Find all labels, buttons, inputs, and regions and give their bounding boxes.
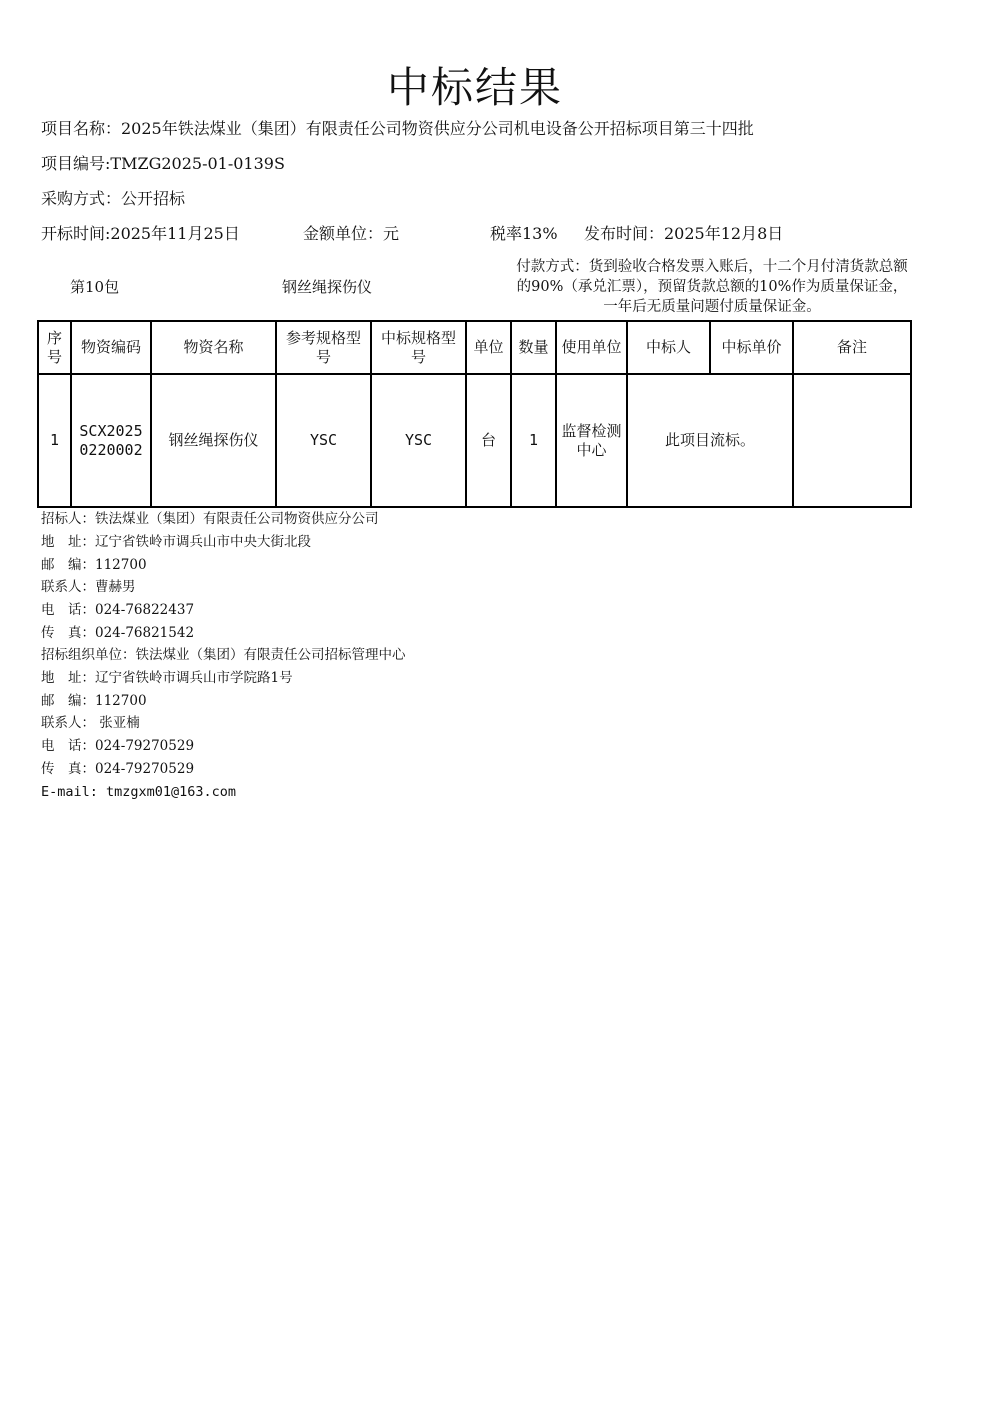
payment-terms: 付款方式：货到验收合格发票入账后，十二个月付清货款总额的90%（承兑汇票），预留货款总额的10%作为质量保证金，一年后无质量问题付质量保证金。 xyxy=(516,259,908,315)
agency-phone: 电 话：024-79270529 xyxy=(41,738,195,754)
tenderer-phone: 电 话：024-76822437 xyxy=(41,602,195,618)
col-header-qty: 数量 xyxy=(511,321,556,374)
cell-code: SCX20250220002 xyxy=(71,374,151,507)
cell-qty: 1 xyxy=(511,374,556,507)
project-number: 项目编号:TMZG2025-01-0139S xyxy=(41,154,285,173)
table-header-row xyxy=(38,321,911,374)
procurement-method: 采购方式：公开招标 xyxy=(41,189,186,208)
col-header-user-unit: 使用单位 xyxy=(556,321,627,374)
cell-result: 此项目流标。 xyxy=(627,374,793,507)
col-header-seq: 序号 xyxy=(38,321,71,374)
agency-fax: 传 真：024-79270529 xyxy=(41,761,195,777)
tenderer-fax: 传 真：024-76821542 xyxy=(41,625,195,641)
col-header-name: 物资名称 xyxy=(151,321,276,374)
agency-name: 招标组织单位：铁法煤业（集团）有限责任公司招标管理中心 xyxy=(41,647,406,663)
col-header-winner: 中标人 xyxy=(627,321,710,374)
project-name: 项目名称：2025年铁法煤业（集团）有限责任公司物资供应分公司机电设备公开招标项目第三十四批 xyxy=(41,119,754,138)
cell-user-unit: 监督检测中心 xyxy=(556,374,627,507)
cell-name: 钢丝绳探伤仪 xyxy=(151,374,276,507)
cell-remark xyxy=(793,374,911,507)
cell-unit: 台 xyxy=(466,374,511,507)
agency-contact: 联系人： 张亚楠 xyxy=(41,715,140,731)
col-header-ref-spec: 参考规格型号 xyxy=(276,321,371,374)
agency-email: E-mail: tmzgxm01@163.com xyxy=(41,784,237,800)
col-header-code: 物资编码 xyxy=(71,321,151,374)
table-row xyxy=(38,374,911,507)
col-header-remark: 备注 xyxy=(793,321,911,374)
package-number: 第10包 xyxy=(70,278,120,296)
package-name: 钢丝绳探伤仪 xyxy=(282,278,373,296)
col-header-unit-price: 中标单价 xyxy=(710,321,793,374)
col-header-bid-spec: 中标规格型号 xyxy=(371,321,466,374)
tenderer-name: 招标人：铁法煤业（集团）有限责任公司物资供应分公司 xyxy=(41,511,379,527)
cell-ref-spec: YSC xyxy=(276,374,371,507)
tax-rate: 税率13% xyxy=(490,224,558,243)
col-header-unit: 单位 xyxy=(466,321,511,374)
tenderer-postcode: 邮 编：112700 xyxy=(41,557,147,573)
open-time: 开标时间:2025年11月25日 xyxy=(41,224,240,243)
agency-address: 地 址：辽宁省铁岭市调兵山市学院路1号 xyxy=(41,670,293,686)
cell-seq: 1 xyxy=(38,374,71,507)
cell-bid-spec: YSC xyxy=(371,374,466,507)
agency-postcode: 邮 编：112700 xyxy=(41,693,147,709)
currency-unit: 金额单位：元 xyxy=(303,224,400,243)
tenderer-address: 地 址：辽宁省铁岭市调兵山市中央大街北段 xyxy=(41,534,311,550)
tenderer-contact: 联系人：曹赫男 xyxy=(41,579,136,595)
page-title: 中标结果 xyxy=(386,63,563,112)
result-table xyxy=(37,320,912,508)
publish-time: 发布时间：2025年12月8日 xyxy=(584,224,784,243)
